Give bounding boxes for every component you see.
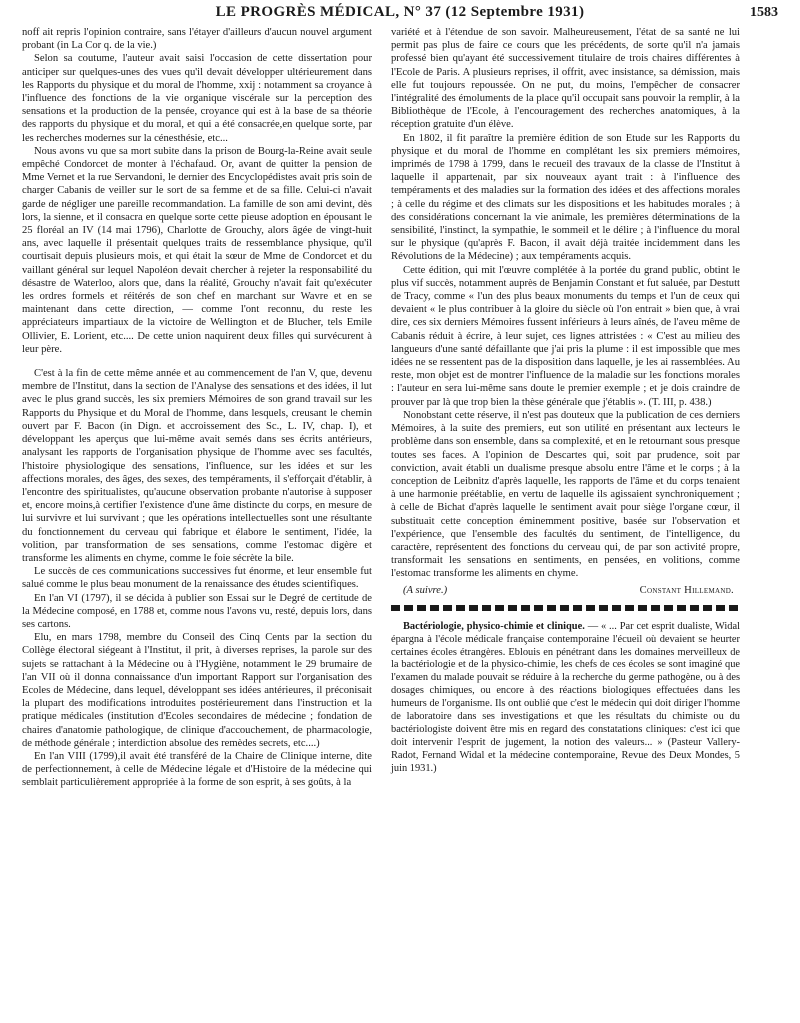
page-number: 1583 (750, 5, 778, 20)
paragraph: En l'an VI (1797), il se décida à publier son Essai sur le Degré de certitude de la Médecine composé, en 1788 et, comme nous l'avons vu, resté, depuis lors, dans ses cartons. (22, 592, 372, 630)
paragraph: En 1802, il fit paraître la première édition de son Etude sur les Rapports du physique et du moral de l'homme en complétant les six premiers mémoires, imprimés de 1798 à 1799, dans le recueil des travaux de la classe de l'Institut à laquelle il appartenait, par six nouveaux ayant trait : à l'influence des tempéraments et des maladies sur la formation des idées et des affections morales ; à celle du régime et des climats sur les dispositions et les habitudes morales ; à des considérations concernant la vie animale, les premières déterminations de la sensibilité, l'instinct, la sympathie, le sommeil et le délire ; à l'influence du moral sur le physique (qu'après F. Bacon, il avait déjà traitée incidemment dans les Révolutions de la Médecine) ; aux tempéraments acquis. (391, 132, 740, 263)
left-column (22, 26, 372, 790)
excerpt-heading: Bactériologie, physico-chimie et clinique. (403, 620, 585, 632)
paragraph: Cette édition, qui mit l'œuvre complétée à la portée du grand public, obtint le plus vif succès, notamment auprès de Benjamin Constant et fut saluée, par Destutt de Tracy, comme « l'un des plus beaux monuments du temps et l'un de ceux qui devaient « le plus contribuer à la gloire du siècle où l'on entrait » bien que, à vrai dire, ces six derniers Mémoires fussent inférieurs à leurs aînés, de l'aveu même de Cabanis réduit à écrire, à leur sujet, ces lignes attristées : « C'est au milieu des langueurs d'une santé défaillante que j'ai pris la plume : il est impossible que mes idées ne se ressentent pas de la disposition dans laquelle, je les ai rassemblées. Au reste, mon objet est de montrer l'influence de la maladie sur les fonctions morales : l'auteur en sera lui-même sans doute le premier exemple ; et je dois craindre de prouver par là que trop bien la thèse générale que j'établis ». (T. III, p. 438.) (391, 264, 740, 408)
paragraph: En l'an VIII (1799),il avait été transféré de la Chaire de Clinique interne, dite de perfectionnement, à celle de Médecine légale et d'Histoire de la médecine qui semblait particulièrement appropriée à la forme de son esprit, à ses goûts, à la (22, 750, 372, 789)
paragraph: variété et à l'étendue de son savoir. Malheureusement, l'état de sa santé ne lui permit pas plus de faire ce cours que les précédents, de sorte qu'il n'a jamais professé bien qu'ayant été successivement titulaire de trois chaires différentes à l'Ecole de Paris. A plusieurs reprises, il offrit, avec insistance, sa démission, mais elle fut toujours repoussée. On ne put, du moins, l'empêcher de consacrer l'intégralité des émoluments de la place qu'il occupait sans pouvoir la remplir, à la Bibliothèque de l'Ecole, à l'encouragement des recherches anatomiques, à la réception gratuite d'un élève. (391, 27, 740, 131)
right-column (391, 26, 740, 776)
paragraph: Selon sa coutume, l'auteur avait saisi l'occasion de cette dissertation pour anticiper sur quelques-unes des vues qu'il devait développer ultérieurement dans les Rapports du physique et du moral de l'homme, xxij : notamment sa croyance à l'influence des fonctions de la vie organique viscérale sur la perception des sensations et la production de la pensée, croyance qui est à la base de sa théorie des rapports du physique et du moral, et qui a été consacrée,en quelque sorte, par les recherches modernes sur la cénesthésie, etc... (22, 53, 372, 144)
section-separator (391, 605, 740, 611)
excerpt-block (391, 621, 740, 776)
paragraph: Nous avons vu que sa mort subite dans la prison de Bourg-la-Reine avait seule empêché Condorcet de monter à l'échafaud. Or, avant de quitter la pension de Mme Vernet et la rue Servandoni, le dernier des Encyclopédistes avait pris soin de charger Cabanis de veiller sur le sort de sa femme et de sa fille. Celui-ci n'avait garde de négliger une pareille recommandation. La famille de son ami devint, dès lors, la sienne, et il consacra en quelque sorte cette pieuse adoption en épousant le 25 floréal an IV (14 mai 1796), Charlotte de Grouchy, alors âgée de vingt-huit ans, avec laquelle il présentait quelques traits de ressemblance physique, qu'il courtisait depuis plusieurs mois, et qui était la sœur de Mme de Condorcet et du vaillant général sur lequel Napoléon devait chercher à rejeter la responsabilité du désastre de Waterloo, alors que, dans la réalité, Grouchy n'avait fait qu'exécuter les ordres formels et réitérés de son chef en marchant sur Wavre et en se maintenant dans cette direction, — comme l'ont reconnu, du reste les appréciateurs impartiaux de la victoire de Wellington et de Blucher, tels Emile Ollivier, E. Lorient, etc.... De cette union naquirent deux filles qui survécurent à leur père. (22, 145, 372, 355)
continuation-note: (A suivre.) (403, 584, 448, 596)
paragraph: noff ait repris l'opinion contraire, sans l'étayer d'ailleurs d'aucun nouvel argument probant (in La Cor q. de la vie.) (22, 27, 372, 52)
paragraph: Elu, en mars 1798, membre du Conseil des Cinq Cents par la section du Collège électoral siégeant à l'Institut, il prit, à diverses reprises, la parole sur des sujets se rattachant à la Médecine ou à l'Hygiène, notamment le 29 brumaire de l'an VII où il donna connaissance d'un important Rapport sur l'organisation des Ecoles de Médecine, dans lequel, développant ses idées antérieures, il préconisait la plupart des modifications introduites postérieurement dans l'instruction et la pratique médicales (institution d'Ecoles secondaires de médecine ; fondation de chaires d'anatomie pathologique, de clinique d'accouchement, de pharmacologie, de méthode générale ; interdiction absolue des remèdes secrets, etc....) (22, 632, 372, 749)
paragraph: C'est à la fin de cette même année et au commencement de l'an V, que, devenu membre de l'Institut, dans la section de l'Analyse des sensations et des idées, il lut avec le plus grand succès, les six premiers Mémoires de son grand travail sur les Rapports du Physique et du Moral de l'homme, dans lesquels, creusant le chemin ouvert par F. Bacon (in Dign. et accroissement des Sc., L. IV, chap. I), et développant les aperçus que lui-même avait semés dans ses écrits antérieurs, analysant les rapports de l'organisation physique de l'homme avec ses facultés, l'histoire physiologique des sensations, l'influence, sur les idées et sur les affections morales, des âges, des sexes, des tempéraments, il s'efforçait d'établir, à l'encontre des spiritualistes, qu'aucune observation probante n'autorise à supposer et, encore moins,à certifier l'existence d'une âme distincte du corps, en mesure de lui survivre et lui survivant ; que les opérations intellectuelles sont une résultante du fonctionnement du cerveau qui fabrique et élabore le sentiment, l'idée, la volition, par transformation de ses sensations, comme l'estomac digère et transforme les aliments en chyme, comme le foie sécrète la bile. (22, 368, 372, 564)
page-header (22, 4, 778, 26)
excerpt-text: — « ... Par cet esprit dualiste, Widal épargna à l'école médicale française contemporaine l'écueil où devaient se heurter certaines écoles étrangères. Eblouis en pénétrant dans les domaines merveilleux de la bactériologie et de la physico-chimie, les chefs de ces écoles se sont imaginé que l'examen du malade pouvait se réduire à la recherche du germe pathogène, ou à des dosages chimiques, ou encore à des réactions biologiques effectuées dans les humeurs de l'organisme. Ils ont oublié que c'est le médecin qui doit diriger l'homme de laboratoire dans ses investigations et que les résultats du chimiste ou du bactériologiste doivent être mis en regard des constatations cliniques: c'est ici que doit intervenir l'esprit de jugement, la notion des valeurs... » (Pasteur Vallery-Radot, Fernand Widal et la médecine contemporaine, Revue des Deux Mondes, 5 juin 1931.) (391, 620, 741, 774)
paragraph: Le succès de ces communications successives fut énorme, et leur ensemble fut salué comme le plus beau monument de la renaissance des études scientifiques. (22, 566, 372, 591)
paragraph: Nonobstant cette réserve, il n'est pas douteux que la publication de ces derniers Mémoires, à la suite des premiers, eut son utilité en présentant aux lecteurs le problème dans son ensemble, dans sa complexité, et en le retournant sous presque toutes ses faces. A l'opinion de Descartes qui, soit par prudence, soit par conviction, avait établi un dualisme presque absolu entre l'âme et le corps ; à la conception de Leibnitz d'après laquelle, les rapports de l'âme et du corps tenaient à une harmonie préétablie, en vertu de laquelle ils agissaient synchroniquement ; à celle de Bichat d'après laquelle le sentiment avait pour siège l'organe cœur, il substituait cette conception éminemment positive, basée sur l'observation et l'expérience, que l'ensemble des facultés du sentiment, de l'intelligence, du caractère, représentent des fonctions du cerveau qui, de par son activité propre, transformait les sensations en sentiments, en pensées, en volitions, comme l'estomac transforme les aliments en chyme. (391, 409, 740, 580)
running-title: LE PROGRÈS MÉDICAL, N° 37 (12 Septembre 1931) (215, 4, 585, 20)
article-signoff (391, 584, 740, 597)
author-signature: Constant Hillemand. (639, 584, 734, 596)
